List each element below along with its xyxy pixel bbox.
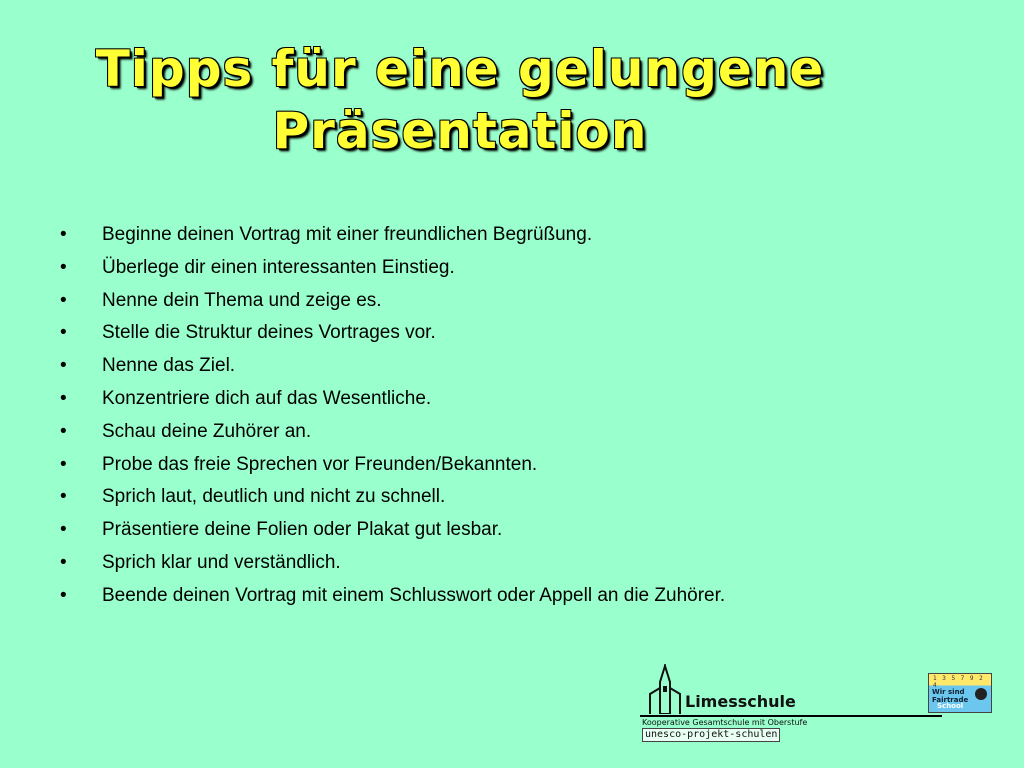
fairtrade-label-line-2: Fairtrade	[932, 696, 969, 704]
bullet-icon: •	[60, 224, 67, 245]
fairtrade-label-line-1: Wir sind	[932, 688, 965, 696]
bullet-text: Präsentiere deine Folien oder Plakat gut lesbar.	[102, 519, 503, 541]
bullet-item	[60, 255, 725, 288]
bullet-icon: •	[60, 519, 67, 541]
school-logo	[640, 664, 960, 744]
slide-title-line-2: Präsentation	[272, 102, 648, 160]
school-name: Limesschule	[685, 692, 796, 711]
bullet-item	[60, 517, 725, 550]
bullet-text: Sprich laut, deutlich und nicht zu schnell.	[102, 486, 446, 508]
bullet-text: Beende deinen Vortrag mit einem Schlusswort oder Appell an die Zuhörer.	[102, 584, 726, 606]
slide-title	[40, 38, 880, 162]
bullet-text: Sprich klar und verständlich.	[102, 551, 341, 573]
bullet-text: Überlege dir einen interessanten Einstieg.	[102, 256, 455, 278]
bullet-text: Probe das freie Sprechen vor Freunden/Bekannten.	[102, 453, 538, 475]
bullet-icon: •	[60, 453, 67, 475]
logo-divider	[640, 715, 942, 717]
bullet-icon: •	[60, 322, 67, 344]
bullet-text: Stelle die Struktur deines Vortrages vor.	[102, 322, 436, 344]
bullet-icon: •	[60, 256, 67, 278]
bullet-icon: •	[60, 289, 67, 311]
fairtrade-top-text: 1 3 5 7 9 2 4	[933, 675, 984, 689]
bullet-item	[60, 353, 725, 386]
bullet-text: Nenne dein Thema und zeige es.	[102, 289, 382, 311]
bullet-icon: •	[60, 355, 67, 377]
school-subtitle: Kooperative Gesamtschule mit Oberstufe	[642, 718, 808, 727]
bullet-item	[60, 550, 725, 583]
bullet-item	[60, 320, 725, 353]
bullet-text: Konzentriere dich auf das Wesentliche.	[102, 387, 432, 409]
bullet-item	[60, 386, 725, 419]
bullet-icon: •	[60, 551, 67, 573]
slide-title-line-1: Tipps für eine gelungene	[95, 40, 825, 98]
bullet-item	[60, 484, 725, 517]
fairtrade-school: School	[937, 702, 964, 710]
bullet-icon: •	[60, 486, 67, 508]
unesco-label: unesco-projekt-schulen	[642, 728, 780, 742]
fairtrade-badge	[928, 673, 992, 713]
bullet-item	[60, 419, 725, 452]
bullet-icon: •	[60, 584, 67, 606]
bullet-text: Beginne deinen Vortrag mit einer freundlichen Begrüßung.	[102, 224, 593, 245]
bullet-text: Nenne das Ziel.	[102, 355, 236, 377]
church-icon	[648, 664, 682, 714]
fairtrade-mark-icon	[975, 688, 987, 700]
bullet-item	[60, 288, 725, 321]
bullet-item	[60, 583, 725, 616]
bullet-text: Schau deine Zuhörer an.	[102, 420, 312, 442]
bullet-icon: •	[60, 420, 67, 442]
fairtrade-logo	[928, 673, 996, 715]
bullet-item	[60, 222, 725, 255]
bullet-list	[60, 222, 725, 616]
bullet-item	[60, 452, 725, 485]
bullet-icon: •	[60, 387, 67, 409]
